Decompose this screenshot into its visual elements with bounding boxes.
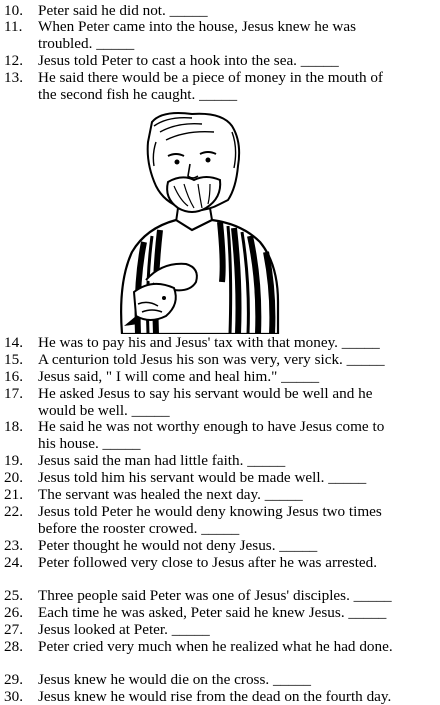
question-text-line: Jesus told him his servant would be made well. _____	[38, 469, 367, 486]
question-text-line: A centurion told Jesus his son was very, very sick. _____	[38, 351, 385, 368]
question-text	[38, 351, 438, 368]
question-text-line: Jesus said, " I will come and heal him." _____	[38, 368, 320, 385]
question-text	[38, 452, 438, 469]
question-text-line: He said he was not worthy enough to have Jesus come to	[38, 418, 385, 435]
question-text	[38, 604, 438, 621]
question-text	[38, 554, 438, 571]
question-text-line: the second fish he caught. _____	[38, 86, 238, 103]
question-number: 11.	[4, 18, 23, 35]
question-text	[38, 334, 438, 351]
question-text-line: Jesus knew he would rise from the dead on the fourth day.	[38, 688, 392, 705]
question-text	[38, 587, 438, 604]
question-item	[0, 671, 440, 688]
question-text-line: Three people said Peter was one of Jesus' disciples. _____	[38, 587, 392, 604]
question-text-line: Peter thought he would not deny Jesus. _____	[38, 537, 318, 554]
question-item	[0, 638, 440, 655]
question-text	[38, 503, 438, 537]
question-number: 20.	[4, 469, 23, 486]
question-text	[38, 2, 438, 19]
question-item	[0, 688, 440, 705]
question-item	[0, 351, 440, 368]
question-text-line: his house. _____	[38, 435, 141, 452]
question-number: 21.	[4, 486, 23, 503]
question-text	[38, 18, 438, 52]
question-item	[0, 503, 440, 537]
question-text-line: Jesus knew he would die on the cross. _____	[38, 671, 311, 688]
question-text-line: Jesus said the man had little faith. _____	[38, 452, 286, 469]
question-number: 27.	[4, 621, 23, 638]
question-text-line: Peter followed very close to Jesus after he was arrested.	[38, 554, 378, 571]
question-number: 17.	[4, 385, 23, 402]
question-number: 15.	[4, 351, 23, 368]
question-item	[0, 18, 440, 52]
question-text-line: Jesus told Peter he would deny knowing Jesus two times	[38, 503, 382, 520]
question-number: 24.	[4, 554, 23, 571]
question-text	[38, 469, 438, 486]
question-item	[0, 385, 440, 419]
question-number: 25.	[4, 587, 23, 604]
question-item	[0, 587, 440, 604]
question-text-line: Jesus told Peter to cast a hook into the sea. _____	[38, 52, 339, 69]
question-text-line: before the rooster crowed. _____	[38, 520, 240, 537]
question-number: 10.	[4, 2, 23, 19]
question-text-line: Peter cried very much when he realized what he had done.	[38, 638, 393, 655]
question-number: 28.	[4, 638, 23, 655]
question-number: 16.	[4, 368, 23, 385]
question-text	[38, 638, 438, 655]
question-item	[0, 368, 440, 385]
question-item	[0, 537, 440, 554]
question-item	[0, 2, 440, 19]
question-item	[0, 554, 440, 571]
peter-holding-fish-illustration	[82, 112, 322, 334]
question-number: 14.	[4, 334, 23, 351]
question-item	[0, 69, 440, 103]
question-text	[38, 69, 438, 103]
question-text-line: The servant was healed the next day. _____	[38, 486, 303, 503]
question-number: 26.	[4, 604, 23, 621]
question-item	[0, 334, 440, 351]
question-number: 29.	[4, 671, 23, 688]
question-number: 30.	[4, 688, 23, 705]
question-text	[38, 52, 438, 69]
question-text	[38, 621, 438, 638]
question-item	[0, 621, 440, 638]
question-text	[38, 688, 438, 705]
question-item	[0, 469, 440, 486]
question-number: 18.	[4, 418, 23, 435]
question-item	[0, 604, 440, 621]
question-text	[38, 418, 438, 452]
question-text-line: troubled. _____	[38, 35, 135, 52]
question-text	[38, 671, 438, 688]
question-text-line: He asked Jesus to say his servant would be well and he	[38, 385, 373, 402]
question-item	[0, 486, 440, 503]
question-item	[0, 418, 440, 452]
question-item	[0, 452, 440, 469]
question-text-line: Each time he was asked, Peter said he knew Jesus. _____	[38, 604, 387, 621]
question-text-line: When Peter came into the house, Jesus knew he was	[38, 18, 357, 35]
question-number: 23.	[4, 537, 23, 554]
question-number: 12.	[4, 52, 23, 69]
question-number: 22.	[4, 503, 23, 520]
question-text-line: He said there would be a piece of money in the mouth of	[38, 69, 383, 86]
question-text-line: Jesus looked at Peter. _____	[38, 621, 210, 638]
question-text-line: He was to pay his and Jesus' tax with that money. _____	[38, 334, 380, 351]
question-text	[38, 385, 438, 419]
question-item	[0, 52, 440, 69]
question-number: 19.	[4, 452, 23, 469]
question-text	[38, 537, 438, 554]
question-number: 13.	[4, 69, 23, 86]
question-text-line: Peter said he did not. _____	[38, 2, 208, 19]
question-text-line: would be well. _____	[38, 402, 170, 419]
question-text	[38, 368, 438, 385]
question-text	[38, 486, 438, 503]
